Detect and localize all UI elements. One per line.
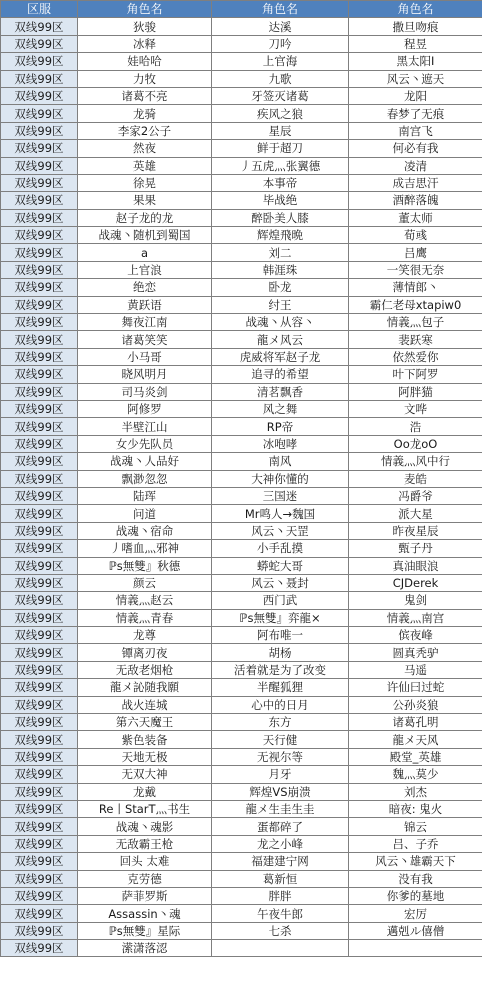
character-name-cell: 撒旦吻痕 [349,18,482,35]
character-name-cell: 刀吟 [212,35,349,52]
table-row [1,731,482,748]
server-cell: 双线99区 [1,853,78,870]
character-name-cell: 半壁江山 [78,418,212,435]
character-name-cell: 宏厉 [349,905,482,922]
server-cell: 双线99区 [1,70,78,87]
table-row [1,331,482,348]
table-row [1,696,482,713]
character-name-cell: 飘渺忽忽 [78,470,212,487]
server-cell: 双线99区 [1,192,78,209]
character-name-cell: 暗夜: 鬼火 [349,800,482,817]
server-cell: 双线99区 [1,209,78,226]
table-row [1,592,482,609]
character-name-cell: 司马炎剑 [78,383,212,400]
character-name-cell: 纣王 [212,296,349,313]
header-character-name-2: 角色名 [212,1,349,18]
character-name-cell: ℙs無雙』秋德 [78,557,212,574]
character-name-cell: 风云丶遮天 [349,70,482,87]
server-cell: 双线99区 [1,418,78,435]
character-name-cell: 许仙曰过蛇 [349,679,482,696]
character-name-cell: 南宫飞 [349,122,482,139]
table-row [1,418,482,435]
table-row [1,87,482,104]
table-row [1,383,482,400]
character-name-cell: 丿五虎灬张翼德 [212,157,349,174]
table-row [1,522,482,539]
server-cell: 双线99区 [1,574,78,591]
character-name-cell: 情義灬青春 [78,609,212,626]
table-row [1,470,482,487]
table-row [1,800,482,817]
character-name-cell: 绝恋 [78,279,212,296]
character-name-cell: 无视尔等 [212,748,349,765]
character-name-cell: 胖胖 [212,887,349,904]
character-name-cell: 吕鹰 [349,244,482,261]
table-row [1,192,482,209]
character-name-cell: 龙骑 [78,105,212,122]
character-name-cell: 赵子龙的龙 [78,209,212,226]
character-name-cell: 昨夜星辰 [349,522,482,539]
table-row [1,105,482,122]
server-cell: 双线99区 [1,244,78,261]
character-name-cell: 圆真秃驴 [349,644,482,661]
table-row [1,905,482,922]
character-name-cell: 活着就是为了改变 [212,661,349,678]
character-name-cell: 龙戴 [78,783,212,800]
character-name-cell: 蛋都碎了 [212,818,349,835]
character-name-cell: 鲜于超刀 [212,140,349,157]
character-name-cell: 蟒蛇大哥 [212,557,349,574]
server-cell: 双线99区 [1,540,78,557]
character-name-cell: RP帝 [212,418,349,435]
character-name-cell: 本事帝 [212,174,349,191]
character-name-cell: 无敌霸王枪 [78,835,212,852]
character-name-cell: 韩涯珠 [212,261,349,278]
table-row [1,609,482,626]
character-name-cell: 达溪 [212,18,349,35]
character-name-cell: 酒醉落魄 [349,192,482,209]
character-name-cell: 成吉思汗 [349,174,482,191]
character-name-cell: 风云丶聂封 [212,574,349,591]
character-name-cell: 黄跃语 [78,296,212,313]
character-name-cell: 问道 [78,505,212,522]
server-cell: 双线99区 [1,18,78,35]
server-cell: 双线99区 [1,227,78,244]
character-name-cell: 葛新恒 [212,870,349,887]
character-name-cell: 心中的日月 [212,696,349,713]
character-name-cell: 大神你懂的 [212,470,349,487]
server-cell: 双线99区 [1,122,78,139]
character-name-cell: 战魂丶随机到蜀国 [78,227,212,244]
server-cell: 双线99区 [1,331,78,348]
table-row [1,887,482,904]
table-row [1,870,482,887]
character-name-cell: 小马哥 [78,348,212,365]
server-cell: 双线99区 [1,644,78,661]
server-cell: 双线99区 [1,400,78,417]
table-row [1,18,482,35]
character-name-cell: 潆潇落涊 [78,940,212,957]
header-server: 区服 [1,1,78,18]
character-name-cell: 龙之小峰 [212,835,349,852]
character-name-cell: 春梦了无痕 [349,105,482,122]
character-name-cell: 吕、子乔 [349,835,482,852]
server-cell: 双线99区 [1,87,78,104]
character-name-cell: 龙尊 [78,627,212,644]
server-cell: 双线99区 [1,922,78,939]
character-name-cell: 诸葛孔明 [349,714,482,731]
server-cell: 双线99区 [1,487,78,504]
server-cell: 双线99区 [1,870,78,887]
character-name-cell: 一笑很无奈 [349,261,482,278]
table-row [1,157,482,174]
character-name-cell: 东方 [212,714,349,731]
table-row [1,835,482,852]
server-cell: 双线99区 [1,105,78,122]
character-name-cell: 程昱 [349,35,482,52]
character-name-cell: 没有我 [349,870,482,887]
character-name-cell: 傧夜峰 [349,627,482,644]
server-cell: 双线99区 [1,766,78,783]
server-cell: 双线99区 [1,661,78,678]
character-name-cell: 上官浪 [78,261,212,278]
character-name-cell: 情義灬南宫 [349,609,482,626]
table-row [1,70,482,87]
table-row [1,209,482,226]
character-name-cell: 卧龙 [212,279,349,296]
character-name-cell: 麦皓 [349,470,482,487]
character-name-cell: 依然爱你 [349,348,482,365]
character-name-cell: 紫色装备 [78,731,212,748]
character-name-cell: Assassin丶魂 [78,905,212,922]
character-name-cell: 娃哈哈 [78,53,212,70]
table-row [1,244,482,261]
server-cell: 双线99区 [1,818,78,835]
character-name-cell: CJDerek [349,574,482,591]
character-name-cell: 诸葛笑笑 [78,331,212,348]
character-name-cell: 阿修罗 [78,400,212,417]
table-row [1,400,482,417]
character-name-cell: 狄骏 [78,18,212,35]
character-name-cell: 天行健 [212,731,349,748]
character-name-cell: 疾风之狼 [212,105,349,122]
character-name-cell: 天地无极 [78,748,212,765]
character-name-cell: 辉煌VS崩溃 [212,783,349,800]
character-name-cell: 虎威将军赵子龙 [212,348,349,365]
character-name-cell: 派大星 [349,505,482,522]
character-name-cell: 上官海 [212,53,349,70]
server-cell: 双线99区 [1,366,78,383]
character-name-cell: 西门武 [212,592,349,609]
server-cell: 双线99区 [1,140,78,157]
table-row [1,505,482,522]
table-row [1,140,482,157]
character-name-cell: 殿堂_英雄 [349,748,482,765]
character-name-cell: 战魂丶从容丶 [212,314,349,331]
server-cell: 双线99区 [1,731,78,748]
header-character-name-3: 角色名 [349,1,482,18]
character-name-cell: 果果 [78,192,212,209]
server-cell: 双线99区 [1,679,78,696]
server-cell: 双线99区 [1,714,78,731]
character-name-cell: 刘杰 [349,783,482,800]
character-name-cell: ℙs無雙』星际 [78,922,212,939]
character-name-cell: 风云丶天罡 [212,522,349,539]
character-name-cell: 月牙 [212,766,349,783]
server-cell: 双线99区 [1,35,78,52]
character-name-cell: 裴跃寒 [349,331,482,348]
character-name-cell: 魏灬莫少 [349,766,482,783]
server-cell: 双线99区 [1,609,78,626]
character-name-cell: 李家2公子 [78,122,212,139]
character-name-cell: 情義灬赵云 [78,592,212,609]
header-character-name-1: 角色名 [78,1,212,18]
table-row [1,348,482,365]
server-cell: 双线99区 [1,296,78,313]
table-row [1,35,482,52]
character-name-cell: 冯爵爷 [349,487,482,504]
character-name-cell: 追寻的希望 [212,366,349,383]
character-name-cell: 鬼剑 [349,592,482,609]
character-name-cell: 马遥 [349,661,482,678]
character-name-cell: 晓风明月 [78,366,212,383]
server-cell: 双线99区 [1,887,78,904]
character-name-cell: 冰释 [78,35,212,52]
character-name-cell: 然夜 [78,140,212,157]
character-name-cell: 克劳德 [78,870,212,887]
character-name-cell: Mr鸣人→魏国 [212,505,349,522]
character-name-cell: 龍メ天风 [349,731,482,748]
character-name-cell: 清茗飘香 [212,383,349,400]
table-row [1,557,482,574]
table-row [1,279,482,296]
table-row [1,122,482,139]
character-name-cell: 毕战绝 [212,192,349,209]
table-row [1,487,482,504]
table-body [1,18,482,957]
table-row [1,174,482,191]
character-name-cell: Re丨StarT灬书生 [78,800,212,817]
character-name-cell [349,940,482,957]
table-row [1,227,482,244]
character-name-cell: 锦云 [349,818,482,835]
table-row [1,435,482,452]
table-row [1,261,482,278]
character-name-cell: 真油眼浪 [349,557,482,574]
server-cell: 双线99区 [1,348,78,365]
character-name-cell: 霸仁老母xtapiw0 [349,296,482,313]
character-name-cell: 回头 太难 [78,853,212,870]
character-name-cell: 龙阳 [349,87,482,104]
character-name-cell: 午夜牛郎 [212,905,349,922]
table-row [1,53,482,70]
table-row [1,453,482,470]
server-cell: 双线99区 [1,505,78,522]
character-name-cell: 战魂丶宿命 [78,522,212,539]
character-name-cell: 第六天魔王 [78,714,212,731]
table-row [1,714,482,731]
character-name-cell: 半醒狐狸 [212,679,349,696]
character-name-cell: 战火连城 [78,696,212,713]
table-row [1,574,482,591]
table-row [1,314,482,331]
character-name-cell: 薄情郎丶 [349,279,482,296]
character-name-cell: 小手乱摸 [212,540,349,557]
table-row [1,296,482,313]
character-name-cell: 你爹的墓地 [349,887,482,904]
character-name-cell: ℙs無雙』弈龍× [212,609,349,626]
character-name-cell: 星辰 [212,122,349,139]
table-row [1,366,482,383]
character-name-cell: 阿布唯一 [212,627,349,644]
character-name-cell: 情義灬包子 [349,314,482,331]
character-name-cell: 董太师 [349,209,482,226]
character-name-cell: 甄子丹 [349,540,482,557]
character-name-cell: 醉卧美人膝 [212,209,349,226]
character-name-cell: 陆珲 [78,487,212,504]
server-cell: 双线99区 [1,783,78,800]
server-cell: 双线99区 [1,592,78,609]
character-name-cell: 风云丶雄霸天下 [349,853,482,870]
character-name-cell: 镡离刃夜 [78,644,212,661]
table-row [1,853,482,870]
character-name-cell: 舞夜江南 [78,314,212,331]
table-row [1,818,482,835]
table-row [1,748,482,765]
character-name-cell: 丿嗜血灬邪神 [78,540,212,557]
server-cell: 双线99区 [1,314,78,331]
table-row [1,644,482,661]
character-name-cell: 何必有我 [349,140,482,157]
table-row [1,679,482,696]
server-cell: 双线99区 [1,53,78,70]
character-name-cell: 公孙炎狼 [349,696,482,713]
server-cell: 双线99区 [1,522,78,539]
server-cell: 双线99区 [1,383,78,400]
character-name-cell: 三国迷 [212,487,349,504]
server-cell: 双线99区 [1,557,78,574]
server-cell: 双线99区 [1,470,78,487]
character-name-cell: 叶下阿罗 [349,366,482,383]
character-name-cell: 颜云 [78,574,212,591]
character-name-cell: 女少先队员 [78,435,212,452]
server-cell: 双线99区 [1,279,78,296]
server-cell: 双线99区 [1,835,78,852]
server-cell: 双线99区 [1,800,78,817]
server-cell: 双线99区 [1,174,78,191]
character-name-cell: 萨菲罗斯 [78,887,212,904]
character-name-cell: 辉煌飛晩 [212,227,349,244]
character-name-cell: 英雄 [78,157,212,174]
character-name-cell: 牙签灭诸葛 [212,87,349,104]
character-name-cell: 刘二 [212,244,349,261]
server-cell: 双线99区 [1,157,78,174]
table-row [1,940,482,957]
character-name-cell: 冰咆哮 [212,435,349,452]
table-row [1,540,482,557]
server-cell: 双线99区 [1,627,78,644]
character-name-cell: 黑太阳I [349,53,482,70]
character-name-cell: 胡杨 [212,644,349,661]
server-cell: 双线99区 [1,748,78,765]
table-row [1,766,482,783]
character-name-cell: 浩 [349,418,482,435]
character-name-cell: 凌清 [349,157,482,174]
server-cell: 双线99区 [1,435,78,452]
server-cell: 双线99区 [1,261,78,278]
character-name-cell: 诸葛不亮 [78,87,212,104]
character-name-cell: 龍メ风云 [212,331,349,348]
character-name-cell: 龍メ生圭生圭 [212,800,349,817]
character-name-cell: 力牧 [78,70,212,87]
character-name-cell: Oo龙oO [349,435,482,452]
character-name-cell: 阿胖猫 [349,383,482,400]
character-name-cell: 龍メ訫随我願 [78,679,212,696]
server-cell: 双线99区 [1,453,78,470]
character-name-cell: 荀彧 [349,227,482,244]
server-cell: 双线99区 [1,905,78,922]
character-name-cell: 战魂丶人品好 [78,453,212,470]
character-name-cell: 情義灬风中行 [349,453,482,470]
character-name-cell: 南风 [212,453,349,470]
character-name-cell: 福建建宁网 [212,853,349,870]
table-row [1,783,482,800]
character-name-cell: 邁剋ル僖僧 [349,922,482,939]
character-name-cell: 徐晃 [78,174,212,191]
character-name-cell: 文哗 [349,400,482,417]
character-name-cell: 战魂丶魂影 [78,818,212,835]
character-name-cell: 无双大神 [78,766,212,783]
character-name-cell: 风之舞 [212,400,349,417]
character-name-cell: 七杀 [212,922,349,939]
character-name-cell: 无敌老烟枪 [78,661,212,678]
character-name-cell [212,940,349,957]
table-row [1,627,482,644]
server-cell: 双线99区 [1,696,78,713]
header-row [1,1,482,18]
character-name-cell: 九歌 [212,70,349,87]
table-row [1,661,482,678]
table-row [1,922,482,939]
server-cell: 双线99区 [1,940,78,957]
character-name-cell: a [78,244,212,261]
